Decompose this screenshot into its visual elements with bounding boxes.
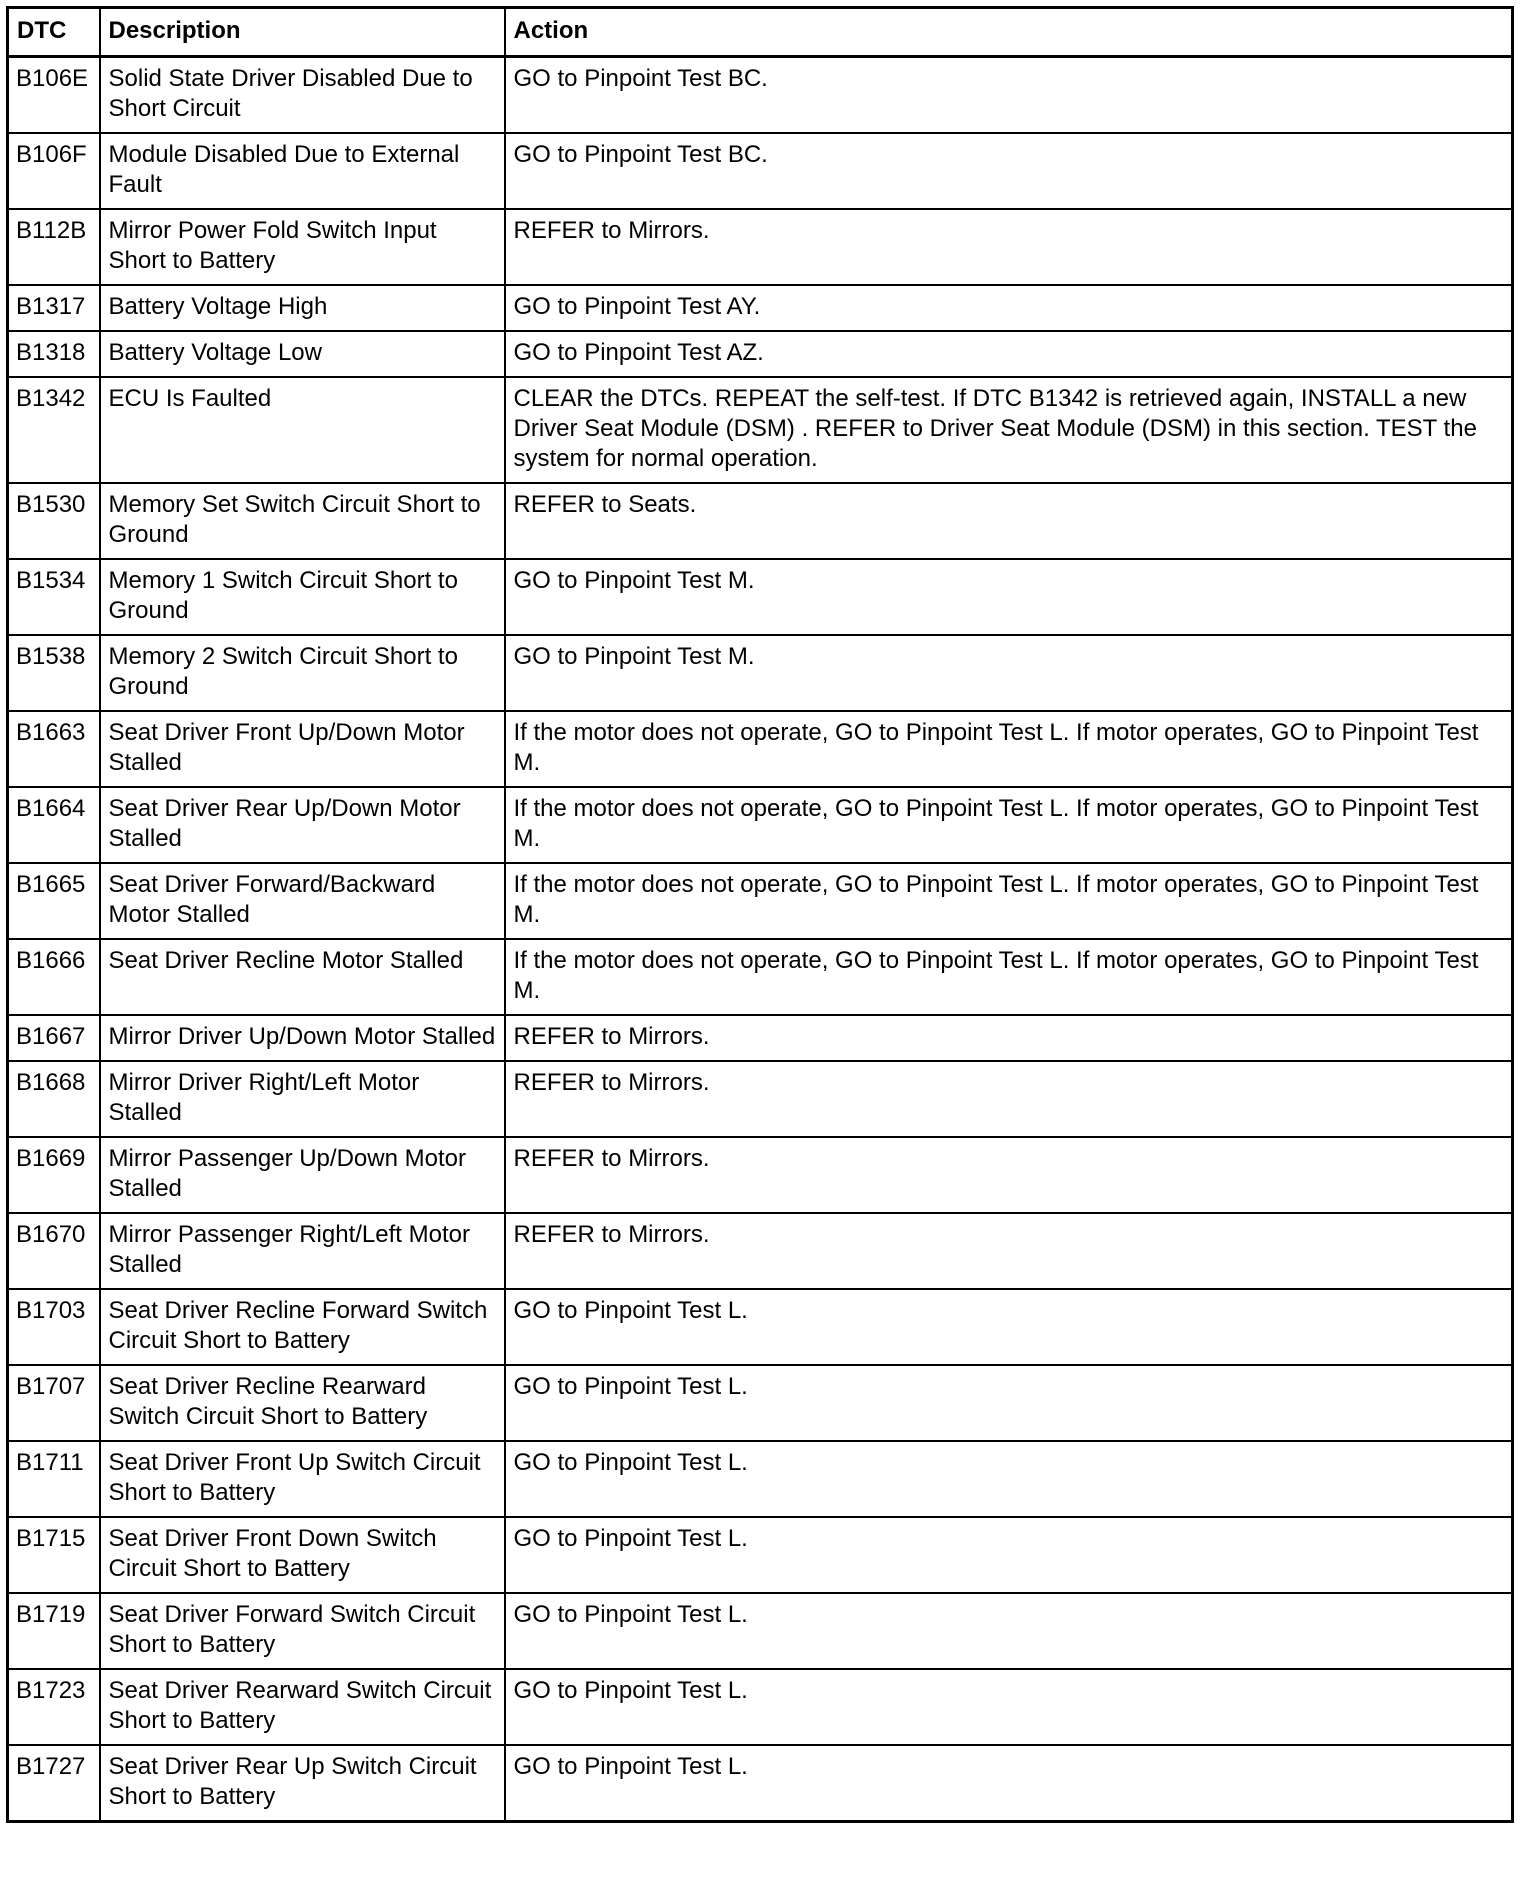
description-cell: Seat Driver Front Down Switch Circuit Short to Battery bbox=[100, 1517, 505, 1593]
dtc-table bbox=[6, 6, 1514, 1823]
dtc-code-cell: B1534 bbox=[8, 559, 100, 635]
description-cell: Module Disabled Due to External Fault bbox=[100, 133, 505, 209]
dtc-code-cell: B1317 bbox=[8, 285, 100, 331]
table-row bbox=[8, 635, 1513, 711]
table-row bbox=[8, 331, 1513, 377]
action-cell: If the motor does not operate, GO to Pinpoint Test L. If motor operates, GO to Pinpoint Test M. bbox=[505, 939, 1513, 1015]
dtc-code-cell: B1667 bbox=[8, 1015, 100, 1061]
table-row bbox=[8, 57, 1513, 134]
action-cell: GO to Pinpoint Test AY. bbox=[505, 285, 1513, 331]
action-cell: REFER to Seats. bbox=[505, 483, 1513, 559]
table-row bbox=[8, 1441, 1513, 1517]
action-cell: REFER to Mirrors. bbox=[505, 209, 1513, 285]
dtc-code-cell: B112B bbox=[8, 209, 100, 285]
dtc-code-cell: B106E bbox=[8, 57, 100, 134]
table-header bbox=[8, 8, 1513, 57]
action-cell: GO to Pinpoint Test BC. bbox=[505, 133, 1513, 209]
table-row bbox=[8, 1365, 1513, 1441]
action-cell: GO to Pinpoint Test L. bbox=[505, 1441, 1513, 1517]
action-cell: CLEAR the DTCs. REPEAT the self-test. If DTC B1342 is retrieved again, INSTALL a new Driver Seat Module (DSM) . REFER to Driver Seat Module (DSM) in this section. TEST the system for normal operation. bbox=[505, 377, 1513, 483]
dtc-code-cell: B1665 bbox=[8, 863, 100, 939]
description-cell: Seat Driver Recline Motor Stalled bbox=[100, 939, 505, 1015]
action-cell: GO to Pinpoint Test M. bbox=[505, 635, 1513, 711]
description-cell: Seat Driver Rearward Switch Circuit Short to Battery bbox=[100, 1669, 505, 1745]
description-cell: Seat Driver Recline Rearward Switch Circuit Short to Battery bbox=[100, 1365, 505, 1441]
action-cell: If the motor does not operate, GO to Pinpoint Test L. If motor operates, GO to Pinpoint Test M. bbox=[505, 787, 1513, 863]
action-cell: REFER to Mirrors. bbox=[505, 1213, 1513, 1289]
description-cell: Memory 1 Switch Circuit Short to Ground bbox=[100, 559, 505, 635]
table-row bbox=[8, 285, 1513, 331]
dtc-code-cell: B106F bbox=[8, 133, 100, 209]
table-row bbox=[8, 1213, 1513, 1289]
dtc-code-cell: B1666 bbox=[8, 939, 100, 1015]
action-cell: GO to Pinpoint Test L. bbox=[505, 1593, 1513, 1669]
table-row bbox=[8, 711, 1513, 787]
header-row bbox=[8, 8, 1513, 57]
dtc-code-cell: B1664 bbox=[8, 787, 100, 863]
table-row bbox=[8, 1061, 1513, 1137]
description-cell: Memory 2 Switch Circuit Short to Ground bbox=[100, 635, 505, 711]
dtc-code-cell: B1530 bbox=[8, 483, 100, 559]
action-cell: GO to Pinpoint Test L. bbox=[505, 1517, 1513, 1593]
action-cell: GO to Pinpoint Test AZ. bbox=[505, 331, 1513, 377]
table-row bbox=[8, 1289, 1513, 1365]
action-cell: GO to Pinpoint Test L. bbox=[505, 1289, 1513, 1365]
action-cell: GO to Pinpoint Test L. bbox=[505, 1669, 1513, 1745]
table-row bbox=[8, 209, 1513, 285]
description-cell: Seat Driver Rear Up Switch Circuit Short to Battery bbox=[100, 1745, 505, 1822]
dtc-code-cell: B1703 bbox=[8, 1289, 100, 1365]
action-cell: If the motor does not operate, GO to Pinpoint Test L. If motor operates, GO to Pinpoint Test M. bbox=[505, 863, 1513, 939]
header-action: Action bbox=[505, 8, 1513, 57]
dtc-code-cell: B1668 bbox=[8, 1061, 100, 1137]
action-cell: If the motor does not operate, GO to Pinpoint Test L. If motor operates, GO to Pinpoint Test M. bbox=[505, 711, 1513, 787]
description-cell: Mirror Driver Up/Down Motor Stalled bbox=[100, 1015, 505, 1061]
dtc-code-cell: B1538 bbox=[8, 635, 100, 711]
description-cell: Battery Voltage High bbox=[100, 285, 505, 331]
dtc-code-cell: B1663 bbox=[8, 711, 100, 787]
action-cell: GO to Pinpoint Test BC. bbox=[505, 57, 1513, 134]
action-cell: REFER to Mirrors. bbox=[505, 1015, 1513, 1061]
description-cell: Memory Set Switch Circuit Short to Ground bbox=[100, 483, 505, 559]
description-cell: Seat Driver Front Up Switch Circuit Short to Battery bbox=[100, 1441, 505, 1517]
table-row bbox=[8, 863, 1513, 939]
description-cell: Seat Driver Forward/Backward Motor Stalled bbox=[100, 863, 505, 939]
action-cell: GO to Pinpoint Test L. bbox=[505, 1365, 1513, 1441]
table-row bbox=[8, 1015, 1513, 1061]
dtc-code-cell: B1711 bbox=[8, 1441, 100, 1517]
dtc-code-cell: B1723 bbox=[8, 1669, 100, 1745]
dtc-code-cell: B1715 bbox=[8, 1517, 100, 1593]
table-row bbox=[8, 377, 1513, 483]
table-row bbox=[8, 1745, 1513, 1822]
description-cell: Seat Driver Front Up/Down Motor Stalled bbox=[100, 711, 505, 787]
dtc-code-cell: B1318 bbox=[8, 331, 100, 377]
action-cell: GO to Pinpoint Test M. bbox=[505, 559, 1513, 635]
dtc-code-cell: B1727 bbox=[8, 1745, 100, 1822]
table-row bbox=[8, 559, 1513, 635]
table-row bbox=[8, 483, 1513, 559]
description-cell: Seat Driver Rear Up/Down Motor Stalled bbox=[100, 787, 505, 863]
action-cell: REFER to Mirrors. bbox=[505, 1061, 1513, 1137]
action-cell: REFER to Mirrors. bbox=[505, 1137, 1513, 1213]
table-row bbox=[8, 133, 1513, 209]
description-cell: Mirror Driver Right/Left Motor Stalled bbox=[100, 1061, 505, 1137]
table-row bbox=[8, 1137, 1513, 1213]
dtc-code-cell: B1719 bbox=[8, 1593, 100, 1669]
dtc-code-cell: B1669 bbox=[8, 1137, 100, 1213]
description-cell: Mirror Power Fold Switch Input Short to Battery bbox=[100, 209, 505, 285]
table-row bbox=[8, 939, 1513, 1015]
table-row bbox=[8, 1517, 1513, 1593]
action-cell: GO to Pinpoint Test L. bbox=[505, 1745, 1513, 1822]
description-cell: Mirror Passenger Up/Down Motor Stalled bbox=[100, 1137, 505, 1213]
header-dtc: DTC bbox=[8, 8, 100, 57]
description-cell: Seat Driver Recline Forward Switch Circuit Short to Battery bbox=[100, 1289, 505, 1365]
dtc-code-cell: B1670 bbox=[8, 1213, 100, 1289]
table-row bbox=[8, 1593, 1513, 1669]
description-cell: ECU Is Faulted bbox=[100, 377, 505, 483]
dtc-code-cell: B1342 bbox=[8, 377, 100, 483]
description-cell: Solid State Driver Disabled Due to Short Circuit bbox=[100, 57, 505, 134]
dtc-code-cell: B1707 bbox=[8, 1365, 100, 1441]
description-cell: Battery Voltage Low bbox=[100, 331, 505, 377]
table-row bbox=[8, 1669, 1513, 1745]
description-cell: Mirror Passenger Right/Left Motor Stalled bbox=[100, 1213, 505, 1289]
description-cell: Seat Driver Forward Switch Circuit Short to Battery bbox=[100, 1593, 505, 1669]
table-body bbox=[8, 57, 1513, 1822]
table-row bbox=[8, 787, 1513, 863]
header-description: Description bbox=[100, 8, 505, 57]
